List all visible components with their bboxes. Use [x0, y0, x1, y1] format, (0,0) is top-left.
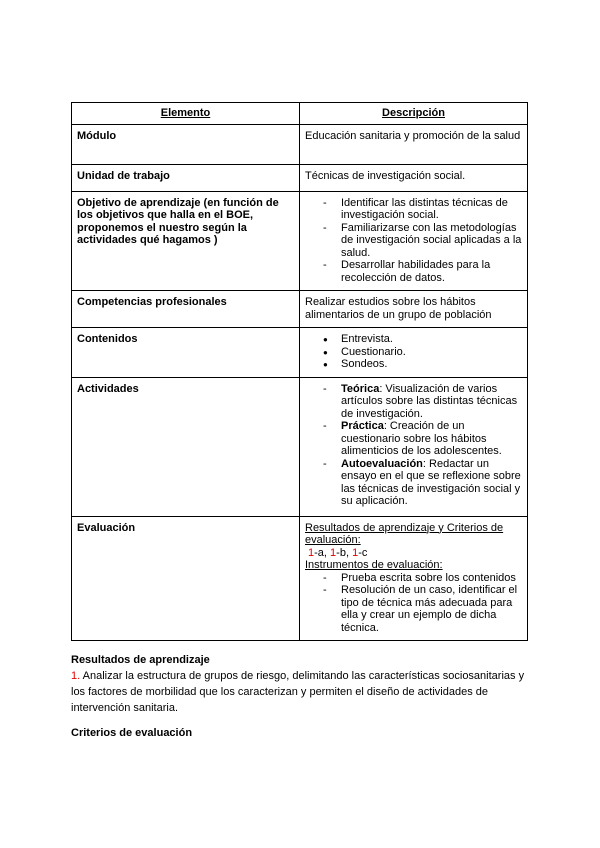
code-suffix: -b: [336, 546, 346, 559]
header-descripcion: Descripción: [300, 103, 528, 125]
row-modulo: [72, 124, 528, 164]
actividades-list: [305, 383, 522, 508]
resultados-number: 1.: [71, 670, 81, 682]
criterios-section: [71, 725, 531, 741]
value-contenidos: [300, 328, 528, 378]
label-modulo: Módulo: [72, 124, 300, 164]
value-objetivo: [300, 191, 528, 291]
list-item: ● Sondeos.: [341, 358, 522, 371]
resultados-criterios-heading: Resultados de aprendizaje y Criterios de evaluación:: [305, 521, 504, 546]
activity-title: Teórica: [341, 382, 380, 395]
list-item: - Resolución de un caso, identificar el tipo de técnica más adecuada para ella y crear un ejemplo de dicha técnica.: [341, 584, 522, 634]
resultados-paragraph: [71, 668, 531, 716]
label-contenidos: Contenidos: [72, 328, 300, 378]
criterios-heading: Criterios de evaluación: [71, 727, 193, 739]
resultados-text: Analizar la estructura de grupos de riesgo, delimitando las características sociosanitarias y los factores de morbilidad que los caracterizan y permiten el diseño de actividades de intervención sanitaria.: [71, 670, 525, 714]
label-actividades: Actividades: [72, 377, 300, 516]
code-number: 1: [352, 546, 359, 559]
activity-title: Práctica: [341, 420, 384, 432]
instrumentos-list: [305, 572, 522, 635]
activity-title: Autoevaluación: [341, 457, 423, 470]
list-item: - Prueba escrita sobre los contenidos: [341, 572, 522, 585]
list-item: [341, 383, 522, 421]
contenidos-list: [305, 333, 522, 371]
evaluation-codes: 1-a, 1-b, 1-c: [305, 547, 522, 560]
resultados-heading: Resultados de aprendizaje: [71, 654, 210, 666]
label-objetivo: Objetivo de aprendizaje (en función de los objetivos que halla en el BOE, proponemos el nuestro según la actividades qué hagamos ): [72, 191, 300, 291]
activity-text: : Creación de un cuestionario sobre los hábitos alimenticios de los adolescentes.: [341, 420, 502, 457]
table-header-row: [72, 103, 528, 125]
row-unidad: [72, 164, 528, 191]
activity-text: : Visualización de varios artículos sobre las distintas técnicas de investigación.: [341, 382, 518, 420]
list-item: ● Cuestionario.: [341, 346, 522, 359]
resultados-section: [71, 652, 531, 716]
row-actividades: [72, 377, 528, 516]
activity-text: : Redactar un ensayo en el que se reflexione sobre las técnicas de investigación social y su aplicación.: [341, 457, 521, 507]
label-evaluacion: Evaluación: [72, 516, 300, 641]
row-contenidos: [72, 328, 528, 378]
value-competencias: Realizar estudios sobre los hábitos alimentarios de un grupo de población: [300, 291, 528, 328]
label-unidad: Unidad de trabajo: [72, 164, 300, 191]
code-number: 1: [330, 546, 337, 559]
list-item: - Identificar las distintas técnicas de investigación social.: [341, 197, 522, 222]
list-item: [341, 420, 522, 458]
instrumentos-heading: Instrumentos de evaluación:: [305, 559, 443, 571]
row-evaluacion: [72, 516, 528, 641]
code-suffix: -c: [358, 546, 368, 559]
header-elemento: Elemento: [72, 103, 300, 125]
value-unidad: Técnicas de investigación social.: [300, 164, 528, 191]
list-item: - Familiarizarse con las metodologías de investigación social aplicadas a la salud.: [341, 222, 522, 260]
code-suffix: -a: [314, 546, 324, 559]
value-modulo: Educación sanitaria y promoción de la salud: [300, 124, 528, 164]
objetivo-list: [305, 197, 522, 285]
row-competencias: [72, 291, 528, 328]
planning-table: [71, 102, 528, 641]
list-item: - Desarrollar habilidades para la recolección de datos.: [341, 259, 522, 284]
list-item: [341, 458, 522, 508]
list-item: ● Entrevista.: [341, 333, 522, 346]
value-evaluacion: [300, 516, 528, 641]
value-actividades: [300, 377, 528, 516]
label-competencias: Competencias profesionales: [72, 291, 300, 328]
row-objetivo: [72, 191, 528, 291]
code-number: 1: [308, 546, 315, 559]
